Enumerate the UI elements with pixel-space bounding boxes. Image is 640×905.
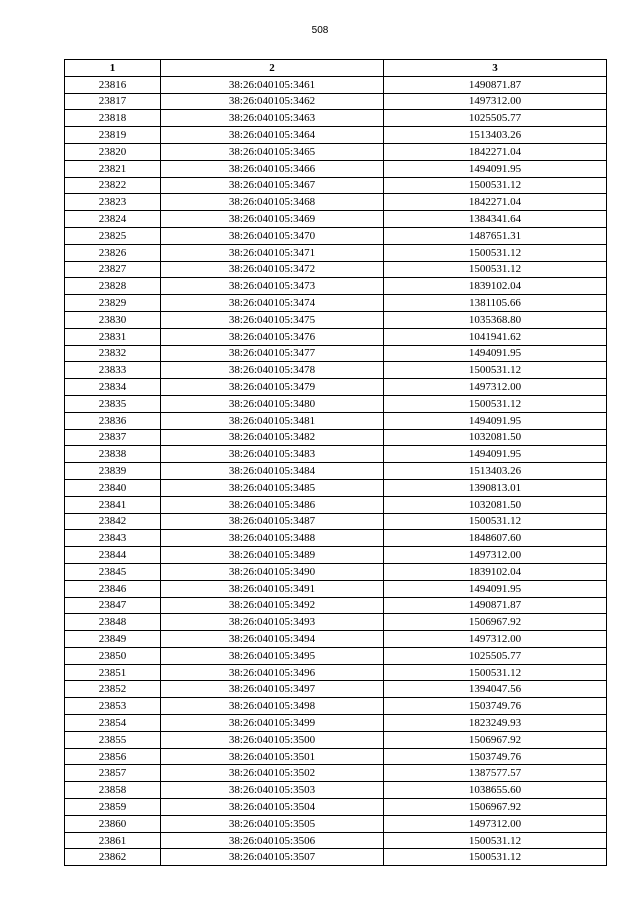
- table-row: [65, 647, 607, 664]
- table-row: [65, 547, 607, 564]
- cadastral-number-cell: 38:26:040105:3480: [161, 395, 384, 412]
- value-cell: 1500531.12: [384, 244, 607, 261]
- row-number-cell: 23843: [65, 530, 161, 547]
- cadastral-number-cell: 38:26:040105:3471: [161, 244, 384, 261]
- value-cell: 1494091.95: [384, 580, 607, 597]
- cadastral-number-cell: 38:26:040105:3503: [161, 782, 384, 799]
- row-number-cell: 23833: [65, 362, 161, 379]
- value-cell: 1500531.12: [384, 261, 607, 278]
- value-cell: 1848607.60: [384, 530, 607, 547]
- data-table: [64, 59, 607, 866]
- value-cell: 1032081.50: [384, 429, 607, 446]
- cadastral-number-cell: 38:26:040105:3505: [161, 815, 384, 832]
- row-number-cell: 23821: [65, 160, 161, 177]
- table-row: [65, 765, 607, 782]
- table-row: [65, 479, 607, 496]
- cadastral-number-cell: 38:26:040105:3486: [161, 496, 384, 513]
- value-cell: 1494091.95: [384, 412, 607, 429]
- value-cell: 1500531.12: [384, 177, 607, 194]
- cadastral-number-cell: 38:26:040105:3489: [161, 547, 384, 564]
- row-number-cell: 23854: [65, 715, 161, 732]
- table-row: [65, 429, 607, 446]
- cadastral-number-cell: 38:26:040105:3497: [161, 681, 384, 698]
- value-cell: 1384341.64: [384, 211, 607, 228]
- cadastral-number-cell: 38:26:040105:3482: [161, 429, 384, 446]
- table-row: [65, 446, 607, 463]
- row-number-cell: 23849: [65, 631, 161, 648]
- value-cell: 1513403.26: [384, 463, 607, 480]
- table-row: [65, 530, 607, 547]
- row-number-cell: 23841: [65, 496, 161, 513]
- column-header-1: 1: [65, 60, 161, 77]
- value-cell: 1035368.80: [384, 311, 607, 328]
- column-header-2: 2: [161, 60, 384, 77]
- cadastral-number-cell: 38:26:040105:3490: [161, 563, 384, 580]
- table-row: [65, 127, 607, 144]
- table-row: [65, 715, 607, 732]
- row-number-cell: 23858: [65, 782, 161, 799]
- row-number-cell: 23835: [65, 395, 161, 412]
- page-number: 508: [311, 25, 329, 36]
- value-cell: 1823249.93: [384, 715, 607, 732]
- row-number-cell: 23848: [65, 614, 161, 631]
- table-row: [65, 76, 607, 93]
- row-number-cell: 23845: [65, 563, 161, 580]
- cadastral-number-cell: 38:26:040105:3470: [161, 227, 384, 244]
- value-cell: 1490871.87: [384, 76, 607, 93]
- row-number-cell: 23856: [65, 748, 161, 765]
- table-row: [65, 211, 607, 228]
- value-cell: 1390813.01: [384, 479, 607, 496]
- row-number-cell: 23857: [65, 765, 161, 782]
- cadastral-number-cell: 38:26:040105:3485: [161, 479, 384, 496]
- cadastral-number-cell: 38:26:040105:3477: [161, 345, 384, 362]
- value-cell: 1500531.12: [384, 664, 607, 681]
- table-row: [65, 815, 607, 832]
- table-body: [65, 76, 607, 865]
- cadastral-number-cell: 38:26:040105:3474: [161, 295, 384, 312]
- cadastral-number-cell: 38:26:040105:3488: [161, 530, 384, 547]
- table-row: [65, 849, 607, 866]
- row-number-cell: 23823: [65, 194, 161, 211]
- row-number-cell: 23831: [65, 328, 161, 345]
- table-row: [65, 513, 607, 530]
- cadastral-number-cell: 38:26:040105:3466: [161, 160, 384, 177]
- table-row: [65, 93, 607, 110]
- table-row: [65, 177, 607, 194]
- table-row: [65, 261, 607, 278]
- row-number-cell: 23846: [65, 580, 161, 597]
- cadastral-number-cell: 38:26:040105:3465: [161, 143, 384, 160]
- cadastral-number-cell: 38:26:040105:3491: [161, 580, 384, 597]
- cadastral-number-cell: 38:26:040105:3469: [161, 211, 384, 228]
- row-number-cell: 23828: [65, 278, 161, 295]
- table-row: [65, 110, 607, 127]
- table-row: [65, 580, 607, 597]
- row-number-cell: 23850: [65, 647, 161, 664]
- table-row: [65, 782, 607, 799]
- value-cell: 1487651.31: [384, 227, 607, 244]
- table-row: [65, 160, 607, 177]
- table-row: [65, 731, 607, 748]
- value-cell: 1032081.50: [384, 496, 607, 513]
- cadastral-number-cell: 38:26:040105:3481: [161, 412, 384, 429]
- row-number-cell: 23847: [65, 597, 161, 614]
- row-number-cell: 23853: [65, 698, 161, 715]
- row-number-cell: 23825: [65, 227, 161, 244]
- table-row: [65, 631, 607, 648]
- value-cell: 1497312.00: [384, 631, 607, 648]
- cadastral-number-cell: 38:26:040105:3506: [161, 832, 384, 849]
- row-number-cell: 23836: [65, 412, 161, 429]
- cadastral-number-cell: 38:26:040105:3496: [161, 664, 384, 681]
- table-row: [65, 194, 607, 211]
- value-cell: 1503749.76: [384, 748, 607, 765]
- cadastral-number-cell: 38:26:040105:3463: [161, 110, 384, 127]
- value-cell: 1497312.00: [384, 93, 607, 110]
- row-number-cell: 23819: [65, 127, 161, 144]
- value-cell: 1494091.95: [384, 446, 607, 463]
- table-row: [65, 278, 607, 295]
- table-row: [65, 227, 607, 244]
- row-number-cell: 23818: [65, 110, 161, 127]
- value-cell: 1394047.56: [384, 681, 607, 698]
- value-cell: 1506967.92: [384, 731, 607, 748]
- cadastral-number-cell: 38:26:040105:3484: [161, 463, 384, 480]
- table-row: [65, 379, 607, 396]
- table-row: [65, 614, 607, 631]
- table-row: [65, 496, 607, 513]
- cadastral-number-cell: 38:26:040105:3498: [161, 698, 384, 715]
- row-number-cell: 23855: [65, 731, 161, 748]
- value-cell: 1387577.57: [384, 765, 607, 782]
- cadastral-number-cell: 38:26:040105:3487: [161, 513, 384, 530]
- row-number-cell: 23834: [65, 379, 161, 396]
- row-number-cell: 23816: [65, 76, 161, 93]
- table-row: [65, 311, 607, 328]
- value-cell: 1500531.12: [384, 395, 607, 412]
- value-cell: 1497312.00: [384, 815, 607, 832]
- value-cell: 1490871.87: [384, 597, 607, 614]
- row-number-cell: 23820: [65, 143, 161, 160]
- cadastral-number-cell: 38:26:040105:3468: [161, 194, 384, 211]
- value-cell: 1839102.04: [384, 278, 607, 295]
- cadastral-number-cell: 38:26:040105:3475: [161, 311, 384, 328]
- cadastral-number-cell: 38:26:040105:3472: [161, 261, 384, 278]
- cadastral-number-cell: 38:26:040105:3478: [161, 362, 384, 379]
- value-cell: 1842271.04: [384, 194, 607, 211]
- table-row: [65, 345, 607, 362]
- value-cell: 1500531.12: [384, 832, 607, 849]
- value-cell: 1500531.12: [384, 513, 607, 530]
- value-cell: 1500531.12: [384, 362, 607, 379]
- table-row: [65, 244, 607, 261]
- table-row: [65, 563, 607, 580]
- value-cell: 1041941.62: [384, 328, 607, 345]
- table-row: [65, 143, 607, 160]
- value-cell: 1506967.92: [384, 614, 607, 631]
- table-row: [65, 328, 607, 345]
- table-row: [65, 412, 607, 429]
- cadastral-number-cell: 38:26:040105:3461: [161, 76, 384, 93]
- row-number-cell: 23824: [65, 211, 161, 228]
- value-cell: 1506967.92: [384, 799, 607, 816]
- value-cell: 1494091.95: [384, 345, 607, 362]
- value-cell: 1381105.66: [384, 295, 607, 312]
- header-row: [65, 60, 607, 77]
- cadastral-number-cell: 38:26:040105:3504: [161, 799, 384, 816]
- cadastral-number-cell: 38:26:040105:3476: [161, 328, 384, 345]
- value-cell: 1025505.77: [384, 647, 607, 664]
- table-header: [65, 60, 607, 77]
- cadastral-number-cell: 38:26:040105:3495: [161, 647, 384, 664]
- value-cell: 1500531.12: [384, 849, 607, 866]
- table-row: [65, 748, 607, 765]
- value-cell: 1494091.95: [384, 160, 607, 177]
- row-number-cell: 23840: [65, 479, 161, 496]
- cadastral-number-cell: 38:26:040105:3462: [161, 93, 384, 110]
- cadastral-number-cell: 38:26:040105:3493: [161, 614, 384, 631]
- table-row: [65, 295, 607, 312]
- value-cell: 1497312.00: [384, 547, 607, 564]
- table-row: [65, 681, 607, 698]
- table-row: [65, 395, 607, 412]
- value-cell: 1513403.26: [384, 127, 607, 144]
- column-header-3: 3: [384, 60, 607, 77]
- row-number-cell: 23859: [65, 799, 161, 816]
- table-row: [65, 362, 607, 379]
- row-number-cell: 23852: [65, 681, 161, 698]
- value-cell: 1497312.00: [384, 379, 607, 396]
- table-row: [65, 597, 607, 614]
- row-number-cell: 23860: [65, 815, 161, 832]
- table-row: [65, 664, 607, 681]
- table-row: [65, 799, 607, 816]
- row-number-cell: 23832: [65, 345, 161, 362]
- row-number-cell: 23817: [65, 93, 161, 110]
- value-cell: 1839102.04: [384, 563, 607, 580]
- value-cell: 1038655.60: [384, 782, 607, 799]
- row-number-cell: 23837: [65, 429, 161, 446]
- table-row: [65, 463, 607, 480]
- row-number-cell: 23862: [65, 849, 161, 866]
- value-cell: 1842271.04: [384, 143, 607, 160]
- row-number-cell: 23829: [65, 295, 161, 312]
- row-number-cell: 23830: [65, 311, 161, 328]
- cadastral-number-cell: 38:26:040105:3467: [161, 177, 384, 194]
- row-number-cell: 23844: [65, 547, 161, 564]
- cadastral-number-cell: 38:26:040105:3499: [161, 715, 384, 732]
- cadastral-number-cell: 38:26:040105:3501: [161, 748, 384, 765]
- row-number-cell: 23838: [65, 446, 161, 463]
- row-number-cell: 23861: [65, 832, 161, 849]
- cadastral-number-cell: 38:26:040105:3502: [161, 765, 384, 782]
- value-cell: 1025505.77: [384, 110, 607, 127]
- row-number-cell: 23826: [65, 244, 161, 261]
- row-number-cell: 23839: [65, 463, 161, 480]
- value-cell: 1503749.76: [384, 698, 607, 715]
- cadastral-number-cell: 38:26:040105:3492: [161, 597, 384, 614]
- cadastral-number-cell: 38:26:040105:3494: [161, 631, 384, 648]
- cadastral-number-cell: 38:26:040105:3479: [161, 379, 384, 396]
- table-row: [65, 698, 607, 715]
- cadastral-number-cell: 38:26:040105:3464: [161, 127, 384, 144]
- table-row: [65, 832, 607, 849]
- row-number-cell: 23822: [65, 177, 161, 194]
- cadastral-number-cell: 38:26:040105:3507: [161, 849, 384, 866]
- row-number-cell: 23842: [65, 513, 161, 530]
- cadastral-number-cell: 38:26:040105:3473: [161, 278, 384, 295]
- row-number-cell: 23851: [65, 664, 161, 681]
- cadastral-number-cell: 38:26:040105:3500: [161, 731, 384, 748]
- cadastral-number-cell: 38:26:040105:3483: [161, 446, 384, 463]
- row-number-cell: 23827: [65, 261, 161, 278]
